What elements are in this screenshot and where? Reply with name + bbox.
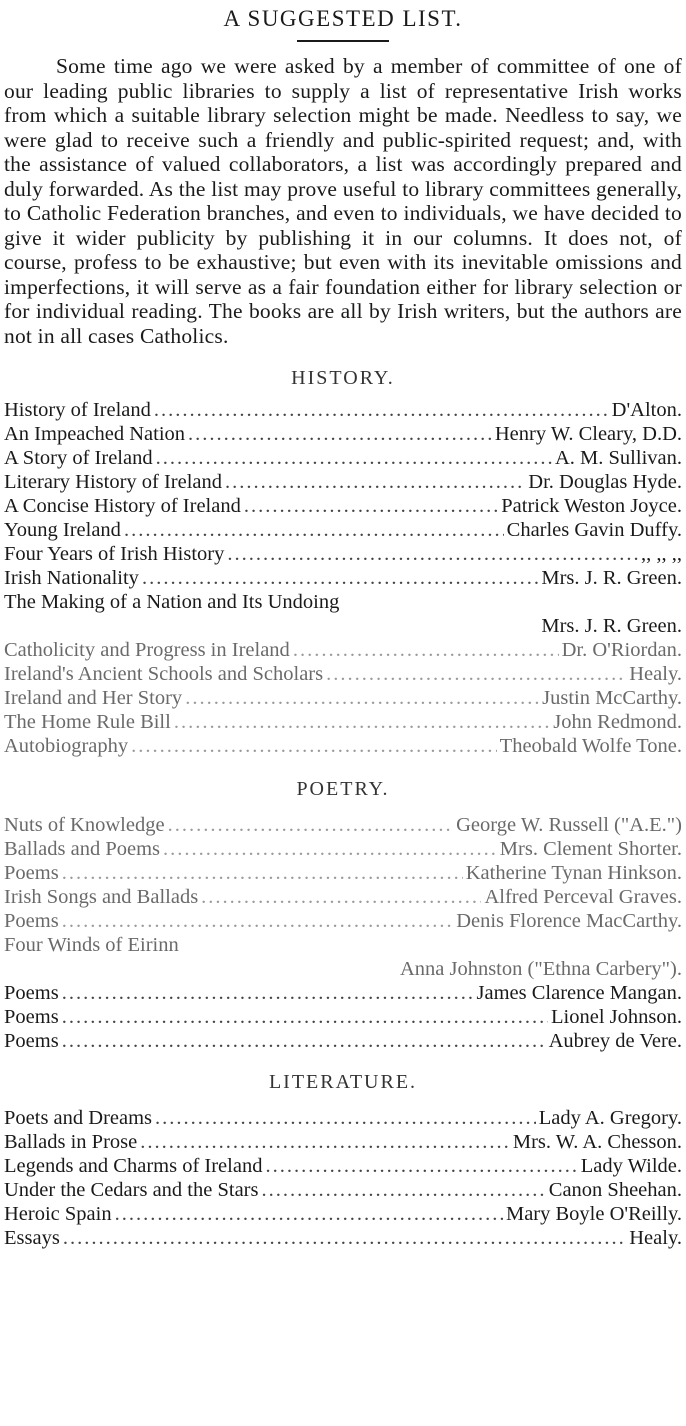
book-title: Irish Nationality bbox=[4, 567, 139, 589]
book-title: Irish Songs and Ballads bbox=[4, 886, 199, 908]
book-author: Katherine Tynan Hinkson. bbox=[465, 862, 682, 884]
list-item bbox=[4, 885, 682, 909]
dot-leader bbox=[62, 909, 454, 933]
dot-leader bbox=[227, 542, 638, 566]
dot-leader bbox=[154, 398, 609, 422]
book-author: Dr. Douglas Hyde. bbox=[528, 471, 682, 493]
book-author: George W. Russell ("A.E.") bbox=[456, 814, 682, 836]
book-title: Catholicity and Progress in Ireland bbox=[4, 639, 290, 661]
list-item bbox=[4, 1226, 682, 1250]
book-title: Autobiography bbox=[4, 735, 129, 757]
list-item bbox=[4, 542, 682, 566]
list-item bbox=[4, 1130, 682, 1154]
dot-leader bbox=[163, 837, 497, 861]
literature-list bbox=[4, 1106, 682, 1250]
list-item bbox=[4, 446, 682, 470]
book-title: Heroic Spain bbox=[4, 1203, 112, 1225]
book-title: The Making of a Nation and Its Undoing bbox=[4, 591, 340, 613]
book-title: An Impeached Nation bbox=[4, 423, 186, 445]
book-author: Patrick Weston Joyce. bbox=[501, 495, 682, 517]
book-title: Poems bbox=[4, 862, 59, 884]
book-title: Nuts of Knowledge bbox=[4, 814, 165, 836]
book-author: Charles Gavin Duffy. bbox=[506, 519, 682, 541]
book-author: A. M. Sullivan. bbox=[555, 447, 682, 469]
list-item bbox=[4, 566, 682, 590]
poetry-list-continued bbox=[4, 981, 682, 1053]
book-author: Mary Boyle O'Reilly. bbox=[505, 1203, 682, 1225]
list-item bbox=[4, 813, 682, 837]
book-title: Literary History of Ireland bbox=[4, 471, 223, 493]
dot-leader bbox=[63, 1226, 626, 1250]
book-title: Poems bbox=[4, 982, 59, 1004]
book-author: Lady A. Gregory. bbox=[538, 1107, 682, 1129]
list-item bbox=[4, 1106, 682, 1130]
book-title: Poems bbox=[4, 910, 59, 932]
book-author: Lady Wilde. bbox=[580, 1155, 682, 1177]
book-author: Justin McCarthy. bbox=[542, 687, 682, 709]
poetry-heading: POETRY. bbox=[296, 778, 390, 800]
dot-leader bbox=[201, 885, 481, 909]
list-item bbox=[4, 686, 682, 710]
list-item bbox=[4, 518, 682, 542]
list-item bbox=[4, 1202, 682, 1226]
list-item bbox=[4, 590, 682, 638]
dot-leader bbox=[62, 981, 474, 1005]
history-list-continued bbox=[4, 638, 682, 758]
book-title: A Concise History of Ireland bbox=[4, 495, 241, 517]
dot-leader bbox=[326, 662, 626, 686]
list-item bbox=[4, 1178, 682, 1202]
dot-leader bbox=[115, 1202, 503, 1226]
history-list bbox=[4, 398, 682, 638]
dot-leader bbox=[168, 813, 454, 837]
book-title: Young Ireland bbox=[4, 519, 121, 541]
dot-leader bbox=[142, 566, 538, 590]
list-item bbox=[4, 470, 682, 494]
book-author: Healy. bbox=[629, 1227, 682, 1249]
book-author: Mrs. Clement Shorter. bbox=[499, 838, 682, 860]
book-author: Canon Sheehan. bbox=[548, 1179, 682, 1201]
dot-leader bbox=[265, 1154, 577, 1178]
book-author: Denis Florence MacCarthy. bbox=[456, 910, 682, 932]
book-author: Dr. O'Riordan. bbox=[561, 639, 682, 661]
list-item bbox=[4, 398, 682, 422]
book-title: Under the Cedars and the Stars bbox=[4, 1179, 259, 1201]
list-item bbox=[4, 710, 682, 734]
book-title: Poets and Dreams bbox=[4, 1107, 153, 1129]
book-title: Ballads and Poems bbox=[4, 838, 161, 860]
book-title: Ireland's Ancient Schools and Scholars bbox=[4, 663, 324, 685]
book-author: Henry W. Cleary, D.D. bbox=[494, 423, 682, 445]
book-title: Legends and Charms of Ireland bbox=[4, 1155, 263, 1177]
title-rule bbox=[297, 40, 389, 42]
book-author: Mrs. J. R. Green. bbox=[541, 615, 682, 637]
book-title: Four Winds of Eirinn bbox=[4, 934, 179, 956]
list-item bbox=[4, 837, 682, 861]
book-title: Poems bbox=[4, 1006, 59, 1028]
list-item bbox=[4, 861, 682, 885]
dot-leader bbox=[225, 470, 525, 494]
list-item bbox=[4, 933, 682, 981]
list-item bbox=[4, 734, 682, 758]
book-title: Four Years of Irish History bbox=[4, 543, 225, 565]
book-author: James Clarence Mangan. bbox=[476, 982, 682, 1004]
dot-leader bbox=[185, 686, 539, 710]
book-author: D'Alton. bbox=[611, 399, 682, 421]
list-item bbox=[4, 1029, 682, 1053]
dot-leader bbox=[62, 1005, 548, 1029]
book-author: ,, ,, ,, bbox=[641, 543, 682, 565]
dot-leader bbox=[261, 1178, 545, 1202]
dot-leader bbox=[156, 446, 552, 470]
list-item bbox=[4, 494, 682, 518]
article-title: A SUGGESTED LIST. bbox=[223, 6, 463, 31]
list-item bbox=[4, 1005, 682, 1029]
book-title: Ireland and Her Story bbox=[4, 687, 183, 709]
history-heading: HISTORY. bbox=[291, 367, 395, 389]
poetry-list bbox=[4, 813, 682, 981]
dot-leader bbox=[244, 494, 498, 518]
book-title: History of Ireland bbox=[4, 399, 151, 421]
list-item bbox=[4, 909, 682, 933]
book-author: Theobald Wolfe Tone. bbox=[499, 735, 682, 757]
dot-leader bbox=[174, 710, 550, 734]
book-author: Mrs. W. A. Chesson. bbox=[512, 1131, 682, 1153]
intro-paragraph: Some time ago we were asked by a member of committee of one of our leading public libraries to supply a list of representative Irish works from which a suitable library selection might be made. Needless to say, we were glad to receive such a friendly and public-spirited request; and, with the assistance of valued collaborators, a list was accordingly prepared and duly forwarded. As the list may prove useful to library committees generally, to Catholic Federation branches, and even to individuals, we have decided to give it wider publicity by publishing it in our columns. It does not, of course, profess to be exhaustive; but even with its inevitable omissions and imperfections, it will serve as a fair foundation either for library selection or for individual reading. The books are all by Irish writers, but the authors are not in all cases Catholics. bbox=[4, 54, 682, 348]
book-title: Poems bbox=[4, 1030, 59, 1052]
book-title: Ballads in Prose bbox=[4, 1131, 138, 1153]
book-author: Anna Johnston ("Ethna Carbery"). bbox=[399, 958, 682, 980]
dot-leader bbox=[140, 1130, 510, 1154]
book-title: Essays bbox=[4, 1227, 60, 1249]
dot-leader bbox=[131, 734, 497, 758]
list-item bbox=[4, 981, 682, 1005]
literature-heading: LITERATURE. bbox=[268, 1071, 418, 1093]
book-author: Healy. bbox=[629, 663, 682, 685]
book-author: John Redmond. bbox=[553, 711, 682, 733]
dot-leader bbox=[293, 638, 559, 662]
list-item bbox=[4, 638, 682, 662]
book-author: Alfred Perceval Graves. bbox=[484, 886, 682, 908]
book-author: Aubrey de Vere. bbox=[548, 1030, 682, 1052]
list-item bbox=[4, 662, 682, 686]
list-item bbox=[4, 422, 682, 446]
dot-leader bbox=[124, 518, 504, 542]
book-title: The Home Rule Bill bbox=[4, 711, 171, 733]
book-title: A Story of Ireland bbox=[4, 447, 153, 469]
book-author: Mrs. J. R. Green. bbox=[541, 567, 682, 589]
dot-leader bbox=[188, 422, 492, 446]
book-author: Lionel Johnson. bbox=[551, 1006, 682, 1028]
dot-leader bbox=[62, 861, 463, 885]
dot-leader bbox=[155, 1106, 536, 1130]
dot-leader bbox=[62, 1029, 546, 1053]
list-item bbox=[4, 1154, 682, 1178]
